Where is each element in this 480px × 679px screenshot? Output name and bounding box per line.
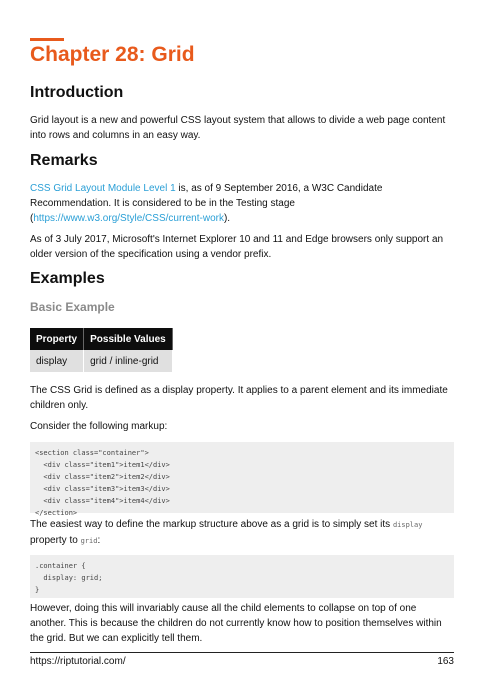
grid-setup-text-b: property to xyxy=(30,535,81,546)
introduction-text: Grid layout is a new and powerful CSS layout system that allows to divide a web page content into rows and columns in an easy way. xyxy=(30,115,446,141)
table-cell-property: display xyxy=(30,350,84,372)
property-values-table xyxy=(30,328,173,372)
remarks-paragraph xyxy=(30,181,454,226)
remarks-text-end: ). xyxy=(223,213,231,224)
inline-code-display: display xyxy=(392,521,423,529)
w3c-current-work-link[interactable]: https://www.w3.org/Style/CSS/current-work xyxy=(33,213,224,224)
table-header-row xyxy=(30,328,172,350)
grid-setup-text-c: : xyxy=(97,535,101,546)
table-header-property: Property xyxy=(30,328,84,350)
page-number: 163 xyxy=(437,656,454,667)
collapse-explanation-text: However, doing this will invariably cause all the child elements to collapse on top of one another. This is because the children do not currently know how to position themselves within the grid. But we can explicitly tell them. xyxy=(30,603,442,644)
footer-url: https://riptutorial.com/ xyxy=(30,656,126,667)
remarks-browser-support: As of 3 July 2017, Microsoft's Internet Explorer 10 and 11 and Edge browsers only support an older version of the specification using a vendor prefix. xyxy=(30,234,444,260)
css-grid-spec-link[interactable]: CSS Grid Layout Module Level 1 xyxy=(30,183,176,194)
consider-markup-text: Consider the following markup: xyxy=(30,421,168,432)
table-row xyxy=(30,350,172,372)
grid-definition-text: The CSS Grid is defined as a display property. It applies to a parent element and its immediate children only. xyxy=(30,385,448,411)
table-cell-values: grid / inline-grid xyxy=(84,350,173,372)
table-header-possible-values: Possible Values xyxy=(84,328,173,350)
remarks-text: is, as of 9 September 2016, a W3C Candidate Recommendation. It is considered to be in the Testing stage ( xyxy=(30,183,383,224)
inline-code-grid: grid xyxy=(80,537,98,545)
footer-divider xyxy=(30,652,454,653)
css-code-block: .container { display: grid; } xyxy=(30,555,454,598)
chapter-title: Chapter 28: Grid xyxy=(30,43,195,66)
markup-code-block: <section class="container"> <div class="item1">item1</div> <div class="item2">item2</div> <div class="item3">item3</div> <div class="item4">item4</div> </section> xyxy=(30,442,454,513)
chapter-accent-rule xyxy=(30,38,64,41)
grid-setup-text-a: The easiest way to define the markup structure above as a grid is to simply set its xyxy=(30,519,393,530)
basic-example-subheading: Basic Example xyxy=(30,300,115,314)
examples-heading: Examples xyxy=(30,270,105,287)
introduction-heading: Introduction xyxy=(30,84,124,101)
grid-setup-text xyxy=(30,517,454,549)
remarks-heading: Remarks xyxy=(30,152,98,169)
